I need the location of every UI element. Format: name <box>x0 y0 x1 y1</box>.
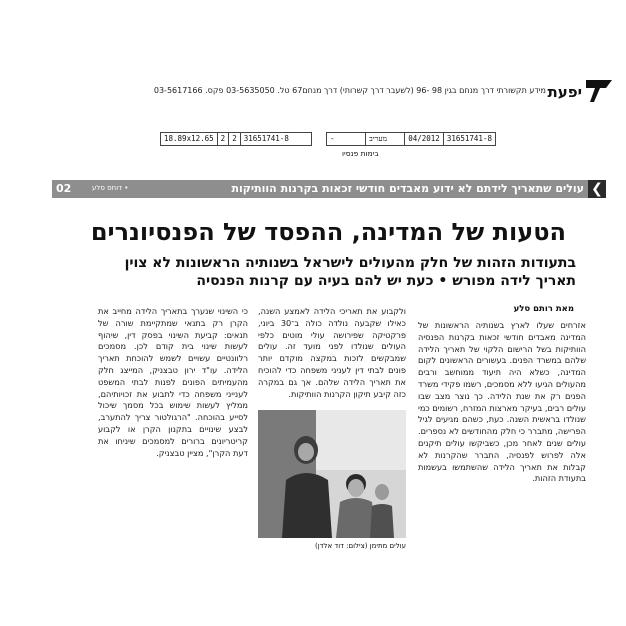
banner-title: עולים שתאריך לידתם לא ידוע מאבדים חודשי זכאות בקרנות הוותיקות <box>231 182 584 195</box>
meta-box-left <box>160 132 312 146</box>
meta-sub-label: בימות פנסיו <box>342 149 379 158</box>
meta-cell: 04/2012 <box>405 133 444 145</box>
meta-cell: 2 <box>229 133 241 145</box>
meta-cell: מעריב <box>366 133 405 145</box>
meta-cell: 31651741-8 <box>243 134 289 143</box>
article-photo <box>258 410 406 538</box>
publisher-logo <box>544 78 614 106</box>
meta-cell: 31651741-8 <box>446 134 492 143</box>
meta-cell: 18.89x12.65 <box>161 133 218 145</box>
article-subhead: בתעודות הזהות של חלק מהעולים לישראל בשנותיה הראשונות לא צוין תאריך לידה מפורש • כעת יש להם בעיה עם קרנות הפנסיה <box>124 255 576 289</box>
logo-text: יפעת <box>547 83 582 101</box>
banner-category: • דוחס סלע <box>92 184 129 192</box>
section-banner <box>52 180 606 198</box>
photo-caption: עולים מתימן (צילום: דוד אלדן) <box>315 542 406 550</box>
meta-cell: - <box>327 133 366 145</box>
logo-icon <box>584 78 614 104</box>
article-column-2: ולקבוע את תאריכי הלידה לאמצע השנה, כאילו שקבעה נולדה כולה ב־30 ביוני, פרקטיקה שפירושה עולי מוטים כלפי העולים שנולדו לפני מועד זה. עולים שמבקשים לזכות במקצה מוקדם יותר פונים לבתי דין לעניני משפחה כדי להוכיח את תאריך הלידה שלהם. אך גם במקרה כזה קיבע תיקון הקרנות הוותיקות. <box>258 306 406 399</box>
chevron-right-icon: ❯ <box>588 180 606 198</box>
publisher-info: מידע תקשורתי דרך מנחם בגין 98 ‑96 (לשעבר דרך קשרותי) דרך מנחם67 טל. 03-5635050 פקס. 03-5617166 <box>153 86 546 95</box>
meta-box-right <box>326 132 496 146</box>
article-headline: הטעות של המדינה, ההפסד של הפנסיונרים <box>90 218 566 246</box>
article-column-1: אזרחים שעלו לארץ בשנותיה הראשונות של המדינה מאבדים חודשי זכאות בקרנות הפנסיה הוותיקות בשל הרישום הלקוי של תאריך הלידה שלהם במשרד הפנים. בעשורים הראשונים לקום המדינה, כשלא היה תיעוד ממוחשב ורבים מהעולים הגיעו ללא מסמכים, רשמו פקידי משרד הפנים רק את שנת הלידה. כך נוצר מצב שבו עולים רבים, בעיקר מארצות המזרח, רשומים כמי שנולדו בראשית השנה. כעת, כשהם מגיעים לגיל הפרישה, מתברר כי חלק מהחודשים לא נספרים. עולים שנים לאחר מכן, כשביקשו עולים תיקנים אלה לפרוש לפנסיה, התברר שהקרנות לא קבלות את תאריך הלידה שהשתמשו בעשמות בתעודת הזהות. <box>418 320 586 484</box>
article-byline: מאת רותם סלע <box>513 304 574 314</box>
photo-illustration <box>258 410 406 538</box>
page-number: 02 <box>56 182 72 195</box>
article-column-3: כי השינוי שנערך בתאריך הלידה מחייב את הקרן רק בתנאי שמתקיימת שורה של תנאים: קביעת השינוי בפסק דין, שיהוף לעשות שינוי בית קודם לכן. מסמכים רלוונטיים עשויים לשמש להוכחת תאריך הלידה. עו"ד ירון טבצניק, המייצג חלק מהעמיתים הפונים לפנות לבתי המשפט לענייני משפחה כדי לתבוע את זכויותיהם, ממליץ לעשות שימוש בכל מסמך שיכול לסייע בהוכחה. "הרגולטור צריך להתערב, לבצע שינויים בתקנון הקרן או לקבוע קריטריונים ברורים למסמכים שיניחו את דעת הקרן", מציין טבצניק. <box>98 306 248 458</box>
meta-cell: 2 <box>218 133 230 145</box>
